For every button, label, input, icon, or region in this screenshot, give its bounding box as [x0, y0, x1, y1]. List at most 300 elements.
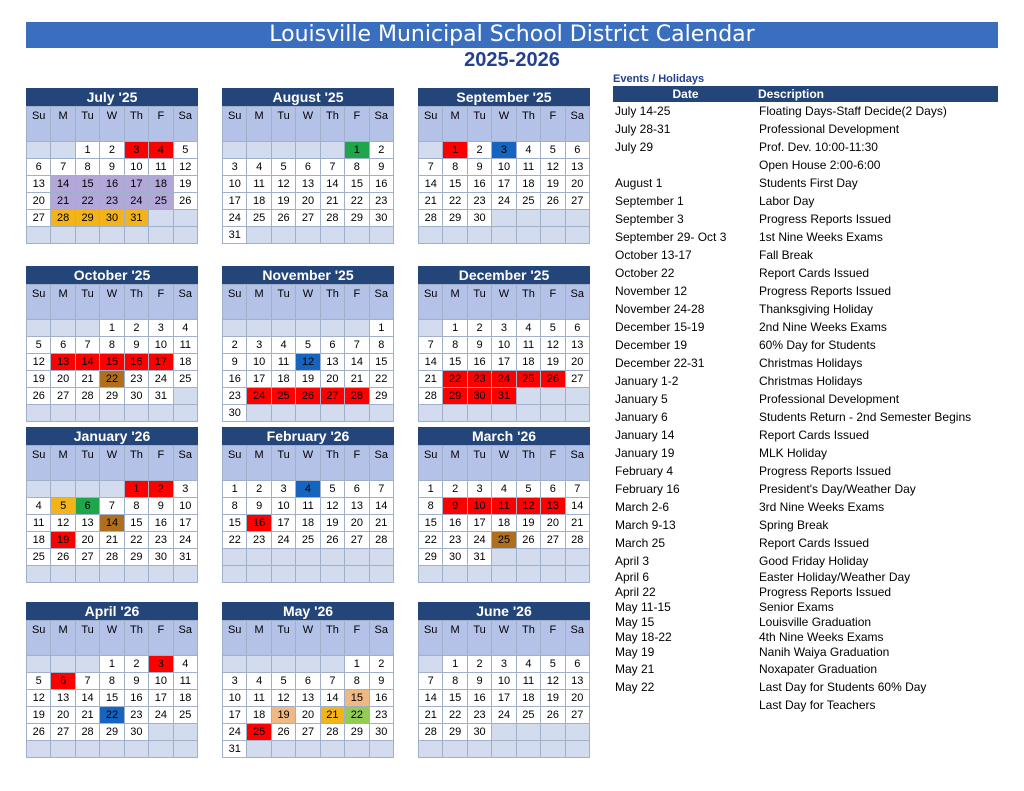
event-date: September 1	[615, 194, 684, 208]
event-description: Thanksgiving Holiday	[759, 302, 874, 316]
weekday-header: Su	[27, 621, 51, 656]
weekday-header: Tu	[468, 107, 492, 142]
day-cell: 18	[492, 515, 516, 532]
empty-day-cell	[566, 227, 590, 244]
day-cell: 14	[566, 498, 590, 515]
weekday-header: F	[541, 285, 565, 320]
day-cell: 28	[321, 724, 345, 741]
day-cell: 11	[27, 515, 51, 532]
day-cell: 16	[125, 354, 149, 371]
month-grid	[222, 284, 394, 422]
empty-day-cell	[51, 566, 75, 583]
weekday-header: Tu	[272, 446, 296, 481]
date-column-header: Date	[672, 87, 699, 101]
day-cell: 20	[296, 193, 320, 210]
empty-day-cell	[321, 320, 345, 337]
day-cell: 28	[51, 210, 75, 227]
event-description: President's Day/Weather Day	[759, 482, 916, 496]
event-row	[613, 318, 998, 336]
empty-day-cell	[492, 227, 516, 244]
day-cell: 3	[223, 673, 247, 690]
weekday-header: Sa	[174, 107, 198, 142]
day-cell: 8	[443, 159, 467, 176]
weekday-header: W	[492, 107, 516, 142]
empty-day-cell	[566, 724, 590, 741]
day-cell: 26	[272, 210, 296, 227]
day-cell: 17	[492, 176, 516, 193]
day-cell: 6	[566, 656, 590, 673]
day-cell: 10	[174, 498, 198, 515]
empty-day-cell	[247, 549, 271, 566]
day-cell: 18	[517, 354, 541, 371]
day-cell: 15	[223, 515, 247, 532]
empty-day-cell	[27, 320, 51, 337]
day-cell: 28	[321, 210, 345, 227]
event-row	[613, 210, 998, 228]
day-cell: 11	[517, 337, 541, 354]
weekday-header: Th	[125, 107, 149, 142]
day-cell: 3	[492, 656, 516, 673]
weekday-header: F	[149, 446, 173, 481]
weekday-header: M	[247, 621, 271, 656]
event-date: January 5	[615, 392, 668, 406]
event-date: November 24-28	[615, 302, 705, 316]
day-cell: 24	[247, 388, 271, 405]
empty-day-cell	[321, 741, 345, 758]
event-date: August 1	[615, 176, 663, 190]
day-cell: 1	[345, 142, 369, 159]
day-cell: 27	[541, 532, 565, 549]
day-cell: 12	[51, 515, 75, 532]
day-cell: 3	[149, 656, 173, 673]
day-cell: 23	[125, 707, 149, 724]
empty-day-cell	[27, 741, 51, 758]
event-date	[613, 696, 759, 714]
month-grid	[418, 445, 590, 583]
day-cell: 2	[223, 337, 247, 354]
weekday-header: Su	[419, 621, 443, 656]
event-description: Easter Holiday/Weather Day	[759, 570, 911, 584]
day-cell: 2	[247, 481, 271, 498]
weekday-header: M	[51, 285, 75, 320]
day-cell: 30	[370, 210, 394, 227]
event-row	[613, 444, 998, 462]
event-row	[613, 498, 998, 516]
day-cell: 19	[541, 690, 565, 707]
weekday-header: F	[345, 621, 369, 656]
event-date: January 19	[615, 446, 675, 460]
empty-day-cell	[321, 549, 345, 566]
day-cell: 31	[223, 227, 247, 244]
event-description: Fall Break	[759, 248, 814, 262]
day-cell: 24	[492, 707, 516, 724]
day-cell: 26	[174, 193, 198, 210]
day-cell: 11	[174, 673, 198, 690]
empty-day-cell	[419, 566, 443, 583]
day-cell: 22	[419, 532, 443, 549]
event-date: December 22-31	[615, 356, 705, 370]
day-cell: 1	[419, 481, 443, 498]
month-grid	[418, 106, 590, 244]
day-cell: 6	[27, 159, 51, 176]
day-cell: 22	[100, 707, 124, 724]
month-name: April '26	[26, 602, 198, 620]
day-cell: 20	[76, 532, 100, 549]
day-cell: 17	[149, 354, 173, 371]
weekday-header: W	[296, 446, 320, 481]
day-cell: 24	[272, 532, 296, 549]
month-calendar	[26, 88, 198, 244]
day-cell: 10	[149, 337, 173, 354]
day-cell: 31	[223, 741, 247, 758]
day-cell: 9	[100, 159, 124, 176]
month-grid	[418, 284, 590, 422]
day-cell: 12	[541, 673, 565, 690]
weekday-header: Th	[517, 107, 541, 142]
day-cell: 3	[272, 481, 296, 498]
weekday-header: Tu	[272, 621, 296, 656]
weekday-header: Sa	[370, 621, 394, 656]
weekday-header: F	[345, 107, 369, 142]
day-cell: 21	[419, 371, 443, 388]
event-row	[613, 426, 998, 444]
empty-day-cell	[125, 405, 149, 422]
day-cell: 10	[492, 159, 516, 176]
month-name: July '25	[26, 88, 198, 106]
event-row	[613, 534, 998, 552]
event-row	[613, 138, 998, 156]
empty-day-cell	[76, 405, 100, 422]
event-description: Floating Days-Staff Decide(2 Days)	[759, 104, 947, 118]
day-cell: 25	[272, 388, 296, 405]
empty-day-cell	[76, 566, 100, 583]
day-cell: 25	[247, 724, 271, 741]
empty-day-cell	[492, 566, 516, 583]
day-cell: 4	[517, 320, 541, 337]
weekday-header: Tu	[272, 107, 296, 142]
event-date: February 4	[615, 464, 674, 478]
weekday-header: Tu	[468, 446, 492, 481]
weekday-header: W	[100, 107, 124, 142]
event-date: April 22	[615, 585, 656, 599]
weekday-header: F	[541, 621, 565, 656]
day-cell: 26	[27, 724, 51, 741]
event-date: May 19	[615, 645, 655, 659]
empty-day-cell	[149, 227, 173, 244]
day-cell: 30	[468, 210, 492, 227]
event-date: July 28-31	[615, 122, 671, 136]
day-cell: 7	[321, 673, 345, 690]
day-cell: 10	[247, 354, 271, 371]
event-description: 2nd Nine Weeks Exams	[759, 320, 887, 334]
day-cell: 4	[247, 159, 271, 176]
day-cell: 15	[370, 354, 394, 371]
day-cell: 20	[51, 371, 75, 388]
month-name: March '26	[418, 427, 590, 445]
day-cell: 26	[541, 193, 565, 210]
weekday-header: W	[296, 107, 320, 142]
day-cell: 23	[223, 388, 247, 405]
month-calendar	[26, 266, 198, 422]
day-cell: 12	[272, 690, 296, 707]
day-cell: 3	[125, 142, 149, 159]
day-cell: 6	[566, 320, 590, 337]
day-cell: 2	[370, 142, 394, 159]
weekday-header: Su	[419, 446, 443, 481]
day-cell: 8	[345, 673, 369, 690]
day-cell: 5	[541, 656, 565, 673]
empty-day-cell	[517, 227, 541, 244]
empty-day-cell	[27, 481, 51, 498]
day-cell: 11	[149, 159, 173, 176]
day-cell: 11	[517, 673, 541, 690]
weekday-header: Su	[223, 621, 247, 656]
day-cell: 11	[296, 498, 320, 515]
event-description: Nanih Waiya Graduation	[759, 645, 890, 659]
day-cell: 21	[76, 707, 100, 724]
day-cell: 5	[296, 337, 320, 354]
empty-day-cell	[296, 566, 320, 583]
weekday-header: Sa	[174, 446, 198, 481]
day-cell: 16	[125, 690, 149, 707]
month-name: August '25	[222, 88, 394, 106]
event-date: September 3	[615, 212, 684, 226]
weekday-header: F	[149, 621, 173, 656]
empty-day-cell	[51, 656, 75, 673]
day-cell: 5	[27, 673, 51, 690]
day-cell: 23	[370, 193, 394, 210]
day-cell: 2	[100, 142, 124, 159]
day-cell: 8	[345, 159, 369, 176]
empty-day-cell	[149, 210, 173, 227]
weekday-header: Tu	[76, 621, 100, 656]
day-cell: 26	[272, 724, 296, 741]
day-cell: 23	[125, 371, 149, 388]
day-cell: 25	[492, 532, 516, 549]
day-cell: 24	[492, 193, 516, 210]
empty-day-cell	[541, 405, 565, 422]
weekday-header: F	[149, 285, 173, 320]
empty-day-cell	[272, 142, 296, 159]
day-cell: 23	[370, 707, 394, 724]
day-cell: 18	[174, 690, 198, 707]
empty-day-cell	[345, 566, 369, 583]
day-cell: 19	[27, 371, 51, 388]
event-row	[613, 246, 998, 264]
event-date: October 13-17	[615, 248, 692, 262]
day-cell: 1	[370, 320, 394, 337]
day-cell: 30	[100, 210, 124, 227]
day-cell: 4	[27, 498, 51, 515]
empty-day-cell	[296, 549, 320, 566]
day-cell: 11	[272, 354, 296, 371]
empty-day-cell	[541, 741, 565, 758]
empty-day-cell	[125, 741, 149, 758]
day-cell: 14	[51, 176, 75, 193]
day-cell: 28	[345, 388, 369, 405]
day-cell: 23	[468, 193, 492, 210]
day-cell: 10	[272, 498, 296, 515]
weekday-header: Th	[321, 446, 345, 481]
empty-day-cell	[149, 724, 173, 741]
event-date: January 6	[615, 410, 668, 424]
weekday-header: M	[247, 107, 271, 142]
day-cell: 8	[443, 337, 467, 354]
weekday-header: Th	[517, 446, 541, 481]
day-cell: 15	[345, 690, 369, 707]
day-cell: 17	[223, 707, 247, 724]
month-grid	[26, 620, 198, 758]
event-row	[613, 390, 998, 408]
day-cell: 16	[370, 176, 394, 193]
empty-day-cell	[517, 388, 541, 405]
weekday-header: W	[492, 621, 516, 656]
empty-day-cell	[247, 405, 271, 422]
event-date: January 14	[615, 428, 675, 442]
event-row	[613, 480, 998, 498]
day-cell: 28	[419, 388, 443, 405]
event-description: 60% Day for Students	[759, 338, 876, 352]
day-cell: 25	[296, 532, 320, 549]
weekday-header: Su	[223, 446, 247, 481]
weekday-header: Su	[419, 285, 443, 320]
day-cell: 22	[76, 193, 100, 210]
day-cell: 15	[443, 176, 467, 193]
day-cell: 15	[419, 515, 443, 532]
empty-day-cell	[51, 405, 75, 422]
weekday-header: Th	[321, 285, 345, 320]
empty-day-cell	[149, 405, 173, 422]
day-cell: 7	[419, 159, 443, 176]
empty-day-cell	[321, 566, 345, 583]
day-cell: 24	[468, 532, 492, 549]
weekday-header: W	[100, 285, 124, 320]
day-cell: 16	[468, 176, 492, 193]
event-description: 4th Nine Weeks Exams	[759, 630, 884, 644]
calendar-title: Louisville Municipal School District Calendar	[26, 22, 998, 48]
day-cell: 16	[100, 176, 124, 193]
event-row	[613, 282, 998, 300]
day-cell: 13	[296, 176, 320, 193]
day-cell: 2	[468, 656, 492, 673]
day-cell: 26	[541, 707, 565, 724]
day-cell: 3	[223, 159, 247, 176]
month-calendar	[26, 602, 198, 758]
event-row	[613, 645, 998, 660]
event-description: Report Cards Issued	[759, 428, 870, 442]
day-cell: 26	[51, 549, 75, 566]
day-cell: 12	[541, 337, 565, 354]
empty-day-cell	[51, 142, 75, 159]
day-cell: 18	[149, 176, 173, 193]
event-row	[613, 408, 998, 426]
weekday-header: W	[296, 285, 320, 320]
empty-day-cell	[492, 724, 516, 741]
day-cell: 14	[345, 354, 369, 371]
day-cell: 19	[51, 532, 75, 549]
month-grid	[26, 106, 198, 244]
weekday-header: Tu	[468, 621, 492, 656]
event-date: May 22	[615, 680, 655, 694]
day-cell: 25	[517, 371, 541, 388]
weekday-header: M	[51, 621, 75, 656]
empty-day-cell	[566, 405, 590, 422]
event-description: 3rd Nine Weeks Exams	[759, 500, 885, 514]
empty-day-cell	[566, 210, 590, 227]
empty-day-cell	[174, 741, 198, 758]
day-cell: 22	[345, 707, 369, 724]
event-description: Professional Development	[759, 392, 900, 406]
day-cell: 19	[272, 193, 296, 210]
day-cell: 9	[149, 498, 173, 515]
day-cell: 10	[492, 673, 516, 690]
event-row	[613, 336, 998, 354]
day-cell: 21	[100, 532, 124, 549]
weekday-header: Th	[321, 107, 345, 142]
weekday-header: F	[345, 285, 369, 320]
day-cell: 4	[247, 673, 271, 690]
day-cell: 4	[174, 656, 198, 673]
day-cell: 8	[76, 159, 100, 176]
month-grid	[26, 284, 198, 422]
day-cell: 4	[149, 142, 173, 159]
day-cell: 17	[223, 193, 247, 210]
event-date	[613, 156, 759, 174]
day-cell: 31	[174, 549, 198, 566]
day-cell: 30	[223, 405, 247, 422]
empty-day-cell	[370, 549, 394, 566]
empty-day-cell	[174, 566, 198, 583]
weekday-header: M	[51, 446, 75, 481]
empty-day-cell	[541, 566, 565, 583]
day-cell: 16	[468, 690, 492, 707]
day-cell: 12	[321, 498, 345, 515]
weekday-header: M	[247, 446, 271, 481]
day-cell: 17	[272, 515, 296, 532]
day-cell: 10	[125, 159, 149, 176]
day-cell: 24	[149, 371, 173, 388]
day-cell: 6	[296, 159, 320, 176]
weekday-header: M	[443, 107, 467, 142]
day-cell: 31	[492, 388, 516, 405]
weekday-header: Su	[27, 285, 51, 320]
day-cell: 13	[566, 159, 590, 176]
day-cell: 30	[443, 549, 467, 566]
day-cell: 20	[27, 193, 51, 210]
empty-day-cell	[492, 210, 516, 227]
empty-day-cell	[223, 549, 247, 566]
day-cell: 14	[76, 690, 100, 707]
empty-day-cell	[272, 656, 296, 673]
day-cell: 21	[419, 707, 443, 724]
event-row	[613, 228, 998, 246]
day-cell: 2	[149, 481, 173, 498]
event-row	[613, 102, 998, 120]
day-cell: 7	[419, 673, 443, 690]
event-description: Progress Reports Issued	[759, 212, 892, 226]
empty-day-cell	[370, 566, 394, 583]
day-cell: 15	[443, 690, 467, 707]
day-cell: 16	[468, 354, 492, 371]
event-description: Good Friday Holiday	[759, 554, 869, 568]
day-cell: 11	[174, 337, 198, 354]
month-calendar	[418, 427, 590, 583]
day-cell: 18	[247, 707, 271, 724]
weekday-header: W	[492, 446, 516, 481]
day-cell: 8	[100, 673, 124, 690]
weekday-header: Th	[321, 621, 345, 656]
day-cell: 27	[566, 371, 590, 388]
